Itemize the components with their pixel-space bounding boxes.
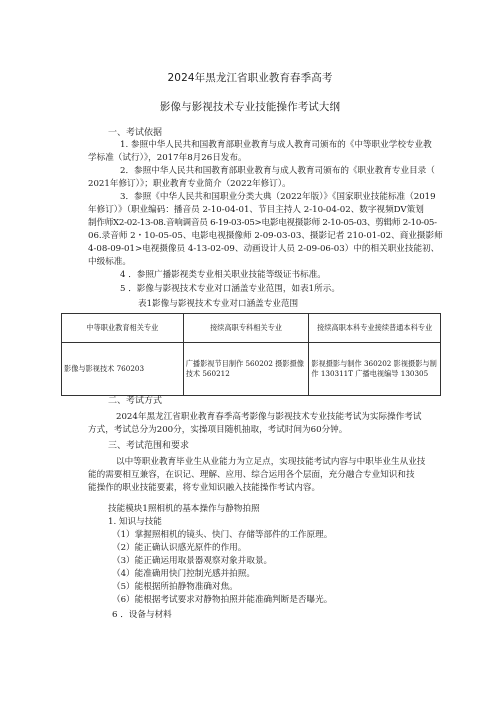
- document-subtitle: 影像与影视技术专业技能操作考试大纲: [159, 101, 341, 113]
- paragraph-line: 能操作的职业技能要素，将专业知识融入技能操作考试内容。: [88, 483, 321, 493]
- table-cell: 影视摄影与制作 360202 影视摄影与制作 130311T 广播电视编导 130305: [309, 343, 441, 396]
- table-header-cell: 接续高职专科相关专业: [183, 314, 309, 343]
- paragraph-line: 5 ．影像与影视技术专业对口涵盖专业范围，如表1所示。: [120, 284, 340, 294]
- section-heading-basis: 一、考试依据: [108, 128, 163, 138]
- list-item: （6）能根据考试要求对静物拍照并能准确判断是否曝光。: [112, 595, 333, 605]
- paragraph-line: 制作师X2-02-13-08.音响调音员 6-19-03-05>电影电视摄影师 2-10-05-03、剪辑师 2-10-05-: [88, 218, 437, 228]
- paragraph-line: 1. 参照中华人民共和国教育部职业教育与成人教育司颁布的《中等职业学校专业教: [120, 140, 432, 150]
- table-header-cell: 中等职业教育相关专业: [62, 314, 184, 343]
- paragraph-line: 方式，考试总分为200分，实操项目随机抽取，考试时间为60分钟。: [88, 425, 348, 435]
- paragraph-line: 年修订）》（职业编码：播音员 2-10-04-01、节目主持人 2-10-04-02、数字视频DV策划: [88, 205, 424, 215]
- list-item: （5）能根据所拍静物准确对焦。: [112, 582, 238, 592]
- paragraph-line: 2021年修订）》；职业教育专业简介（2022年修订）。: [88, 179, 291, 189]
- list-item: （4）能准确用快门控制光感并拍照。: [112, 569, 255, 579]
- paragraph-line: 3．参照《中华人民共和国职业分类大典（2022年版）》《国家职业技能标准（2019: [120, 192, 436, 202]
- paragraph-line: 能的需要相互兼容，在识记、理解、应用、综合运用各个层面，充分融合专业知识和技: [88, 470, 415, 480]
- list-item: （1）掌握照相机的镜头、快门、存储等部件的工作原理。: [112, 530, 333, 540]
- list-item: （3）能正确运用取景器观察对象并取景。: [112, 556, 273, 566]
- table-row: [62, 343, 441, 396]
- list-item: 6 ．设备与材料: [112, 610, 172, 620]
- paragraph-line: 2024年黑龙江省职业教育春季高考影像与影视技术专业技能考试为实际操作考试: [116, 412, 422, 422]
- paragraph-line: 2．参照中华人民共和国教育部职业教育与成人教育司颁布的《职业教育专业目录（: [120, 166, 435, 176]
- module-subtitle: 1. 知识与技能: [108, 517, 162, 527]
- paragraph-line: 学标准（试行）》，2017年8月26日发布。: [88, 153, 247, 163]
- table-cell: 影像与影视技术 760203: [62, 343, 184, 396]
- table-caption: 表1影像与影视技术专业对口涵盖专业范围: [138, 299, 299, 309]
- specialty-table: [61, 313, 441, 396]
- table-header-row: [62, 314, 441, 343]
- table-header-cell: 接续高职本科专业接续普通本科专业: [309, 314, 441, 343]
- list-item: （2）能正确认识感光原件的作用。: [112, 543, 247, 553]
- document-title: 2024年黑龙江省职业教育春季高考: [167, 72, 333, 84]
- section-heading-method: 二、考试方式: [108, 396, 163, 406]
- section-heading-scope: 三、考试范围和要求: [108, 441, 190, 451]
- paragraph-line: 06.录音师 2・10-05-05、电影电视摄像师 2-09-03-03、摄影记者 210-01-02、商业摄影师: [88, 231, 443, 241]
- table-cell: 广播影视节目制作 560202 摄影摄像技术 560212: [183, 343, 309, 396]
- module-title: 技能模块1照相机的基本操作与静物拍照: [108, 504, 260, 514]
- paragraph-line: 4 ．参照广播影视类专业相关职业技能等级证书标准。: [120, 270, 326, 280]
- paragraph-line: 以中等职业教育毕业生从业能力为立足点，实现技能考试内容与中职毕业生从业技: [116, 457, 426, 467]
- paragraph-line: 中级标准。: [88, 257, 131, 267]
- paragraph-line: 4-08-09-01>电视摄像员 4-13-02-09、动画设计人员 2-09-06-03）中的相关职业技能初、: [88, 244, 440, 254]
